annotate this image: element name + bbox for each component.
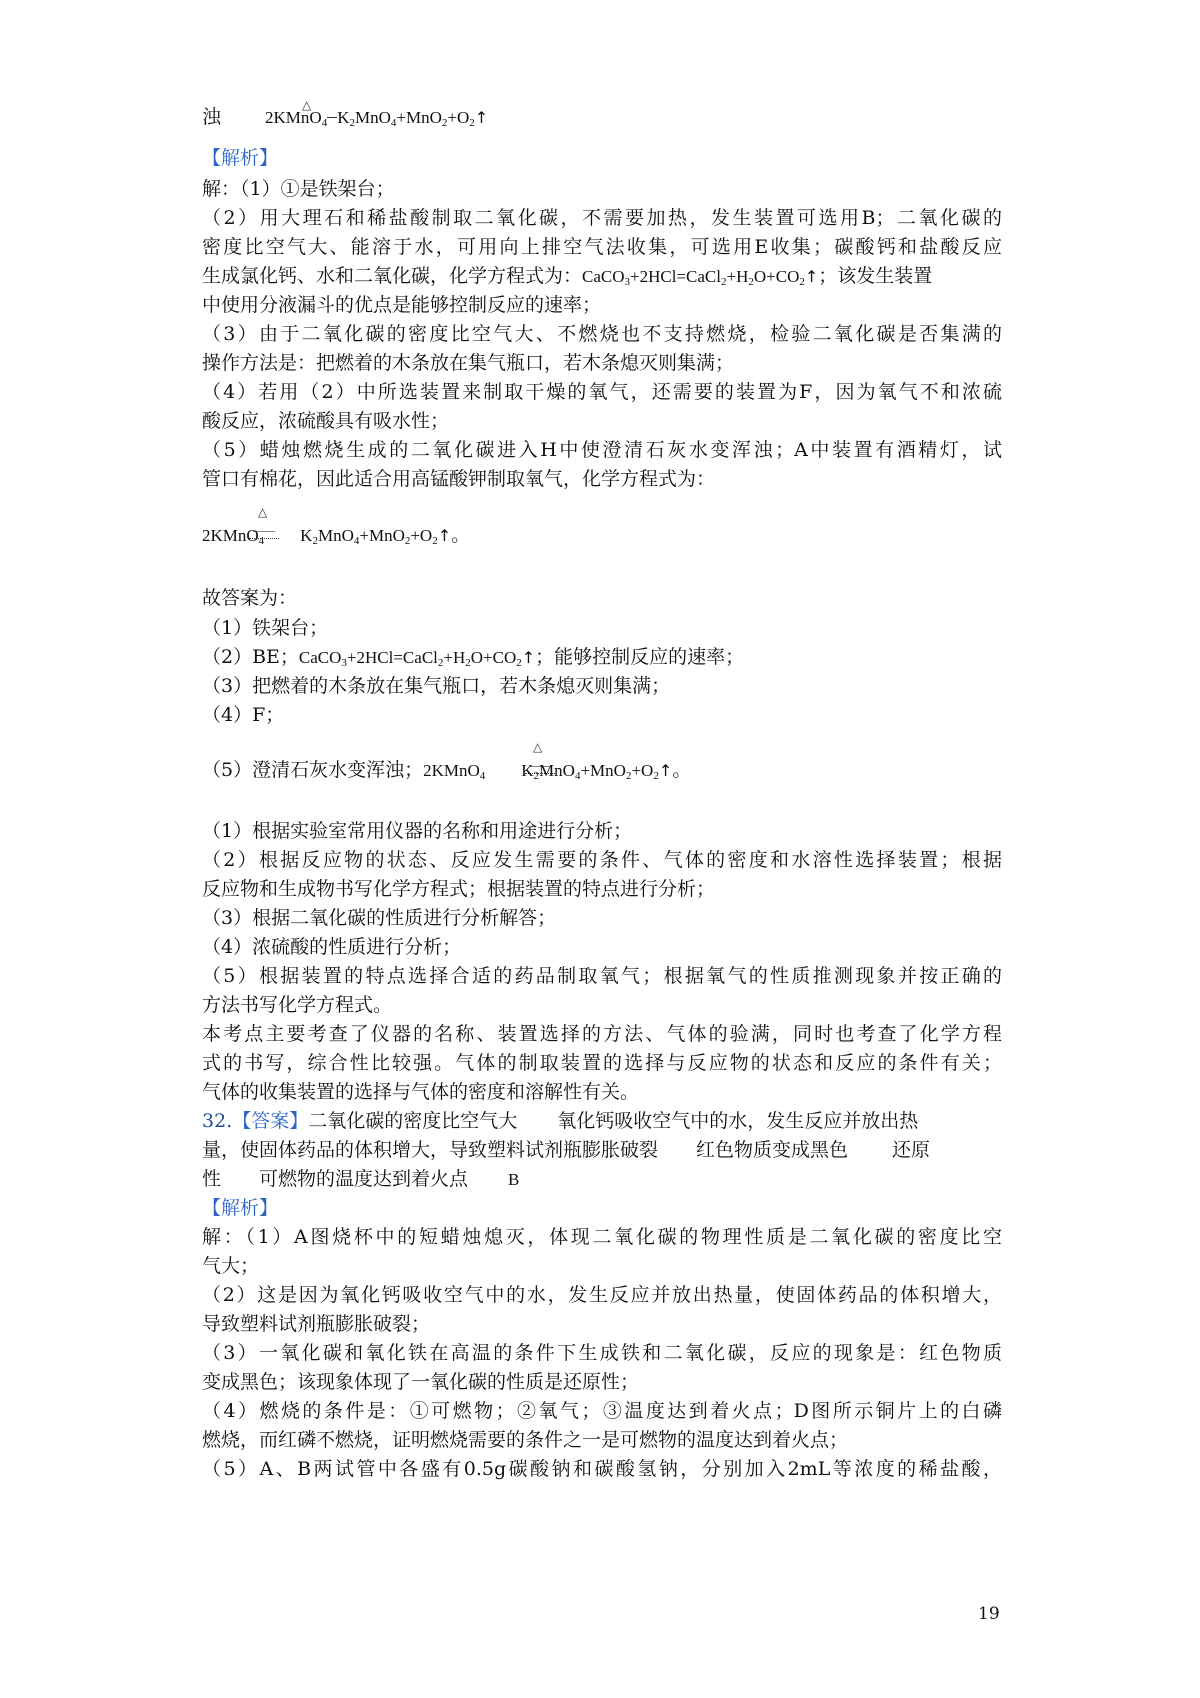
top-formula: 2KMnO$_4$ $K_2MnO_4+MnO_2+O_2↑$ xyxy=(265,108,489,129)
up-arrow-icon: ↑ xyxy=(658,761,673,780)
analysis-tag: 【解析】 xyxy=(202,147,279,169)
analysis-line: （5）A、B两试管中各盛有0.5g碳酸钠和碳酸氢钠，分别加入2mL等浓度的稀盐酸， xyxy=(202,1458,1002,1480)
analysis-line: 导致塑料试剂瓶膨胀破裂； xyxy=(202,1313,431,1335)
analysis-line: 管口有棉花，因此适合用高锰酸钾制取氧气，化学方程式为： xyxy=(202,468,716,490)
analysis-point: （1）根据实验室常用仪器的名称和用途进行分析； xyxy=(202,820,633,842)
q32-answer-line-2: 量，使固体药品的体积增大，导致塑料试剂瓶膨胀破裂 红色物质变成黑色 还原 xyxy=(202,1139,931,1161)
question-number: 32. xyxy=(202,1110,233,1132)
top-line-prefix: 浊 xyxy=(202,106,222,128)
delta-icon: △ xyxy=(258,505,268,519)
analysis-line: （3）一氧化碳和氧化铁在高温的条件下生成铁和二氧化碳，反应的现象是：红色物质 xyxy=(202,1342,1002,1364)
analysis-line: 操作方法是：把燃着的木条放在集气瓶口，若木条熄灭则集满； xyxy=(202,352,735,374)
analysis-line: 燃烧，而红磷不燃烧，证明燃烧需要的条件之一是可燃物的温度达到着火点； xyxy=(202,1429,849,1451)
answer-line: （3）把燃着的木条放在集气瓶口，若木条熄灭则集满； xyxy=(202,675,671,697)
answer-line-2: （2）BE；$CaCO_3+2HCl=CaCl_2+H_2O+CO_2↑$；能够控制反应的速率； xyxy=(202,646,745,669)
analysis-line: 密度比空气大、能溶于水，可用向上排空气法收集，可选用E收集；碳酸钙和盐酸反应 xyxy=(202,236,1002,258)
analysis-line: （2）这是因为氧化钙吸收空气中的水，发生反应并放出热量，使固体药品的体积增大， xyxy=(202,1284,1002,1306)
answer-tag: 【答案】 xyxy=(232,1110,309,1132)
analysis-point: 式的书写，综合性比较强。气体的制取装置的选择与反应物的状态和反应的条件有关； xyxy=(202,1052,1002,1074)
answer-line: （4）F； xyxy=(202,704,285,726)
up-arrow-icon: ↑ xyxy=(437,526,452,545)
kmno4-equation: 2KMnO$_4$ $K_2MnO_4+MnO_2+O_2↑$。 xyxy=(202,525,471,547)
analysis-tag: 【解析】 xyxy=(202,1197,279,1219)
delta-icon: △ xyxy=(533,740,543,754)
up-arrow-icon: ↑ xyxy=(521,648,536,667)
up-arrow-icon: ↑ xyxy=(474,108,489,127)
analysis-line: 解：（1）A图烧杯中的短蜡烛熄灭，体现二氧化碳的物理性质是二氧化碳的密度比空 xyxy=(202,1226,1002,1248)
analysis-point: 本考点主要考查了仪器的名称、装置选择的方法、气体的验满，同时也考查了化学方程 xyxy=(202,1023,1002,1045)
analysis-line: （3）由于二氧化碳的密度比空气大、不燃烧也不支持燃烧，检验二氧化碳是否集满的 xyxy=(202,323,1002,345)
q32-answer-line-3: 性 可燃物的温度达到着火点 B xyxy=(202,1168,520,1190)
analysis-line: （4）燃烧的条件是：①可燃物；②氧气；③温度达到着火点；D图所示铜片上的白磷 xyxy=(202,1400,1002,1422)
top-equation-line xyxy=(202,108,1002,127)
analysis-point: 气体的收集装置的选择与气体的密度和溶解性有关。 xyxy=(202,1081,640,1103)
analysis-point: （5）根据装置的特点选择合适的药品制取氧气；根据氧气的性质推测现象并按正确的 xyxy=(202,965,1002,987)
analysis-point: （3）根据二氧化碳的性质进行分析解答； xyxy=(202,907,557,929)
analysis-line: （2）用大理石和稀盐酸制取二氧化碳，不需要加热，发生装置可选用B；二氧化碳的 xyxy=(202,207,1002,229)
analysis-line: 解：（1）①是铁架台； xyxy=(202,178,395,200)
analysis-line: （4）若用（2）中所选装置来制取干燥的氧气，还需要的装置为F，因为氧气不和浓硫 xyxy=(202,381,1002,403)
analysis-line: 酸反应，浓硫酸具有吸水性； xyxy=(202,410,450,432)
analysis-line: 中使用分液漏斗的优点是能够控制反应的速率； xyxy=(202,294,602,316)
answer-line: （1）铁架台； xyxy=(202,617,329,639)
up-arrow-icon: ↑ xyxy=(804,267,819,286)
analysis-point: （2）根据反应物的状态、反应发生需要的条件、气体的密度和水溶性选择装置；根据 xyxy=(202,849,1002,871)
analysis-point: 反应物和生成物书写化学方程式；根据装置的特点进行分析； xyxy=(202,878,716,900)
analysis-line: （5）蜡烛燃烧生成的二氧化碳进入H中使澄清石灰水变浑浊；A中装置有酒精灯，试 xyxy=(202,439,1002,461)
page-number: 19 xyxy=(978,1604,1000,1624)
analysis-point: （4）浓硫酸的性质进行分析； xyxy=(202,936,462,958)
q32-answer-line-1: 32.【答案】二氧化碳的密度比空气大 氧化钙吸收空气中的水，发生反应并放出热 xyxy=(202,1110,919,1132)
answer-intro: 故答案为： xyxy=(202,587,298,609)
analysis-line: 气大； xyxy=(202,1255,260,1277)
analysis-point: 方法书写化学方程式。 xyxy=(202,994,393,1016)
answer-line-5: （5）澄清石灰水变浑浊；2KMnO$_4$ $K_2MnO_4+MnO_2+O_2↑$。 xyxy=(202,759,692,782)
caco3-equation-line: 生成氯化钙、水和二氧化碳，化学方程式为：$CaCO_3+2HCl=CaCl_2+H_2O+CO_2↑$；该发生装置 xyxy=(202,265,933,288)
delta-icon: △ xyxy=(302,98,312,112)
analysis-line: 变成黑色；该现象体现了一氧化碳的性质是还原性； xyxy=(202,1371,640,1393)
